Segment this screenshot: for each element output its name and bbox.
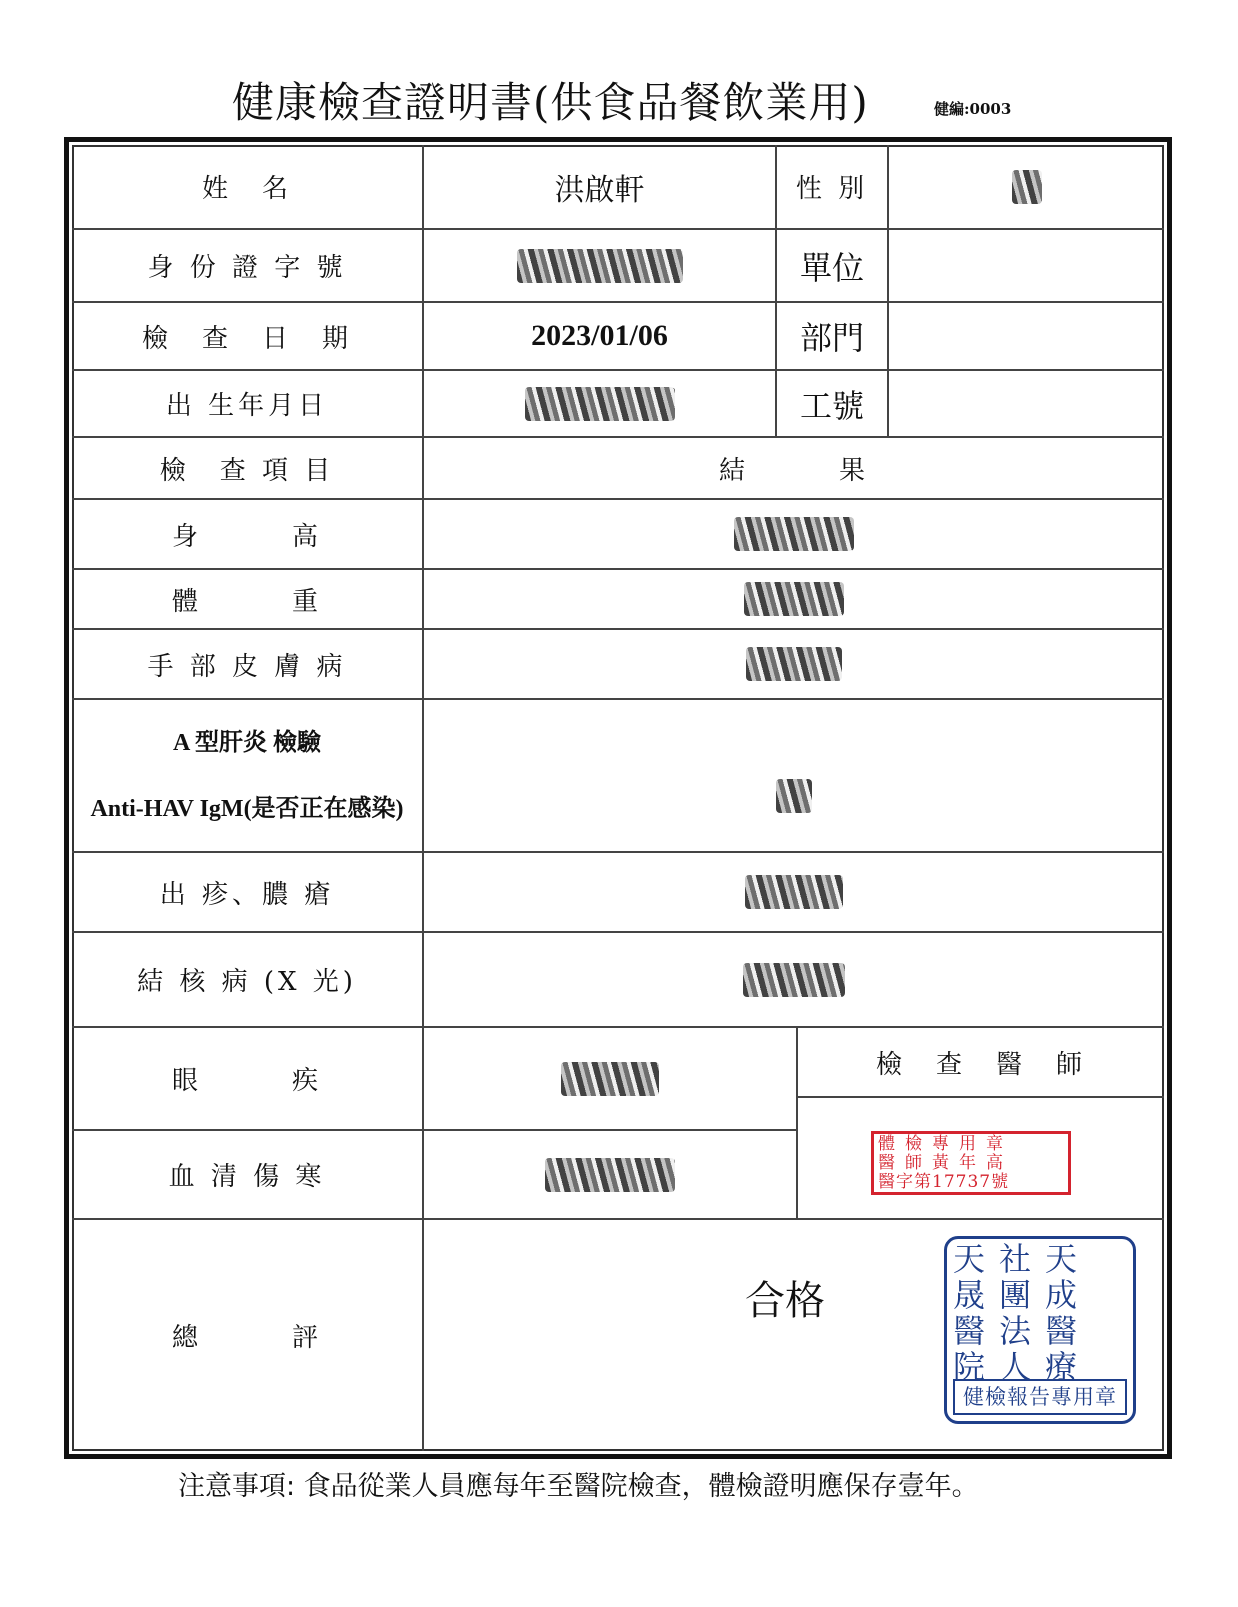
doctor-stamp-line-2: 醫師黃年高 [878,1153,1013,1173]
hospital-stamp-row: 院人療 [953,1348,1092,1386]
redacted-eye-result [561,1062,659,1096]
doctor-label: 檢 查 醫 師 [875,1049,1086,1080]
results-header: 結 果 [718,455,869,486]
hospital-stamp-row: 醫法醫 [953,1312,1092,1350]
redacted-tuberculosis-result [743,963,845,997]
exam-items-header: 檢 查 項 目 [159,455,335,486]
doctor-stamp-line-3: 醫字第17737號 [878,1172,1010,1192]
row-divider [797,1096,1164,1098]
unit-label: 單位 [799,248,864,287]
redacted-id-number [517,249,683,283]
height-value [424,500,1164,568]
typhoid-value [424,1131,796,1218]
redacted-gender [1012,170,1042,204]
id-number-value [424,230,775,301]
document-number: 健編:0003 [934,100,1012,118]
redacted-hepatitis-a-result [776,779,812,813]
hand-skin-disease-label: 手 部 皮 膚 病 [147,651,347,682]
hepatitis-a-label [72,700,422,851]
footer-note: 注意事項: 食品從業人員應每年至醫院檢查，體檢證明應保存壹年。 [178,1471,979,1502]
redacted-rash-result [745,875,843,909]
doctor-stamp-line-1: 體檢專用章 [878,1134,1013,1154]
redacted-hand-skin-result [746,647,842,681]
hospital-stamp [944,1236,1136,1424]
rash-label: 出 疹、膿 瘡 [159,879,335,910]
tuberculosis-value [424,933,1164,1026]
redacted-height [734,517,854,551]
hospital-stamp-row: 晟團成 [953,1276,1092,1314]
eye-disease-label: 眼 疾 [171,1066,322,1096]
unit-value [889,230,1164,301]
hospital-stamp-row: 天社天 [953,1240,1092,1278]
redacted-typhoid-result [545,1158,675,1192]
height-label: 身 高 [171,521,322,552]
gender-value [889,145,1164,228]
hepatitis-a-subtitle: Anti-HAV IgM(是否正在感染) [90,795,404,822]
staff-number-value [889,371,1164,436]
department-value [889,303,1164,369]
eye-disease-value [424,1028,796,1129]
name-value: 洪啟軒 [554,172,645,208]
hand-skin-disease-value [424,630,1164,698]
name-label: 姓 名 [201,174,292,204]
hospital-stamp-footer: 健檢報告專用章 [953,1379,1127,1415]
typhoid-label: 血 清 傷 寒 [168,1162,326,1192]
department-label: 部門 [799,319,864,357]
redacted-birth-date [525,387,675,421]
weight-value [424,570,1164,628]
exam-date-label: 檢 查 日 期 [141,323,352,354]
overall-assessment-value: 合格 [745,1277,825,1324]
hepatitis-a-value [424,700,1164,851]
weight-label: 體 重 [171,586,322,617]
hepatitis-a-title: A 型肝炎 檢驗 [172,729,321,756]
birth-date-label: 出 生年月日 [165,391,329,421]
overall-assessment-label: 總 評 [171,1323,322,1353]
staff-number-label: 工號 [799,386,864,425]
document-title: 健康檢查證明書(供食品餐飲業用) [232,78,869,127]
hospital-stamp-text [953,1241,1129,1385]
redacted-weight [744,582,844,616]
tuberculosis-label: 結 核 病 (X 光) [137,967,357,997]
id-number-label: 身 份 證 字 號 [147,253,347,283]
rash-value [424,853,1164,931]
gender-label: 性 別 [795,174,869,204]
doctor-stamp [871,1131,1071,1195]
exam-date-value: 2023/01/06 [531,319,668,352]
birth-date-value [424,371,775,436]
